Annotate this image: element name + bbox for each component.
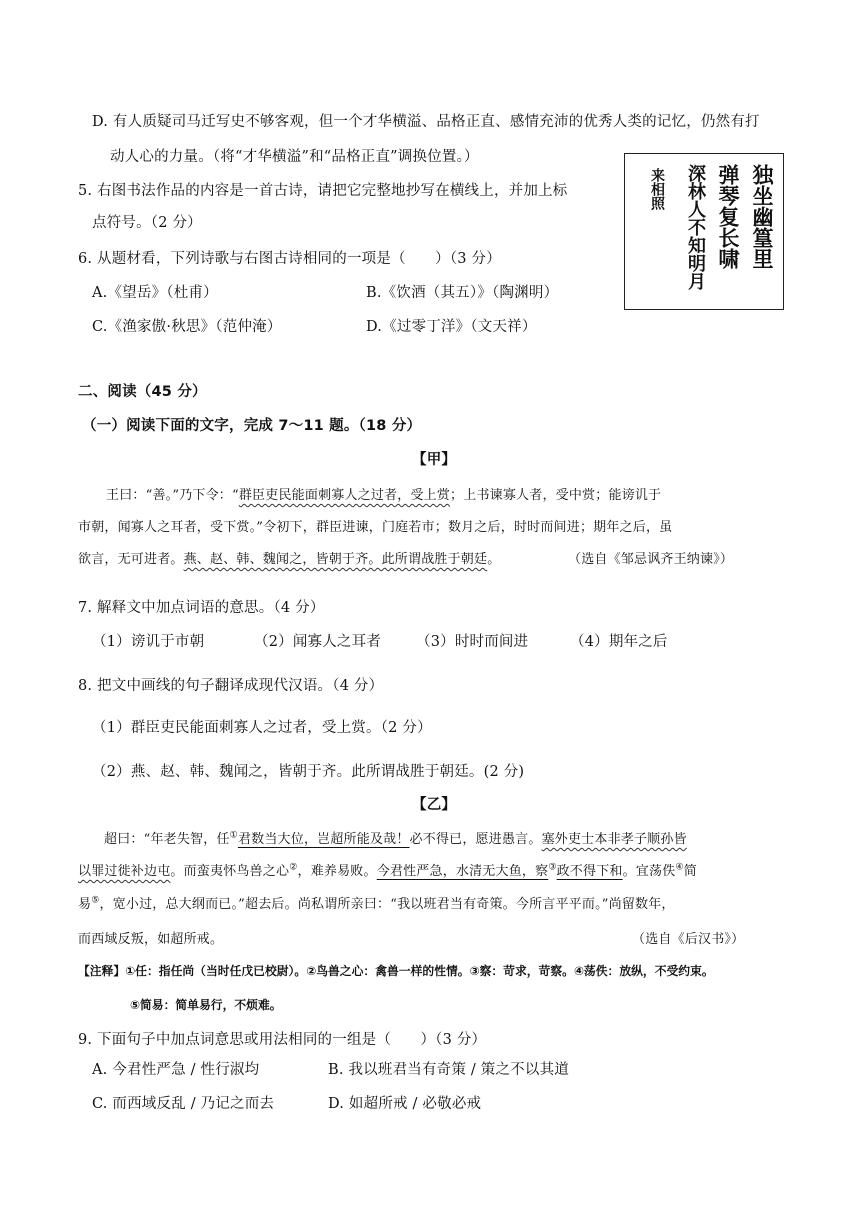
jia-underlined-sentence-2: 燕、赵、韩、魏闻之，皆朝于齐。此所谓战胜于朝廷: [183, 552, 488, 567]
q4-option-d-line2: 动人心的力量。（将“才华横溢”和“品格正直”调换位置。）: [110, 149, 479, 165]
yi-line3-text-a: 易: [78, 897, 92, 912]
passage-jia-title: 【甲】: [412, 452, 457, 468]
q6-option-c: C.《渔家傲·秋思》（范仲淹）: [92, 319, 282, 335]
jia-source: （选自《邹忌讽齐王纳谏》）: [568, 552, 734, 567]
q5-stem-line1: 5. 右图书法作品的内容是一首古诗，请把它完整地抄写在横线上，并加上标: [78, 183, 568, 199]
yi-line1-text-a: 超曰：“年老失智，任: [104, 832, 230, 847]
q7-item-2: （2）闻寡人之耳者: [254, 634, 382, 650]
q7-item-3: （3）时时而间进: [416, 634, 529, 650]
q6-option-a: A.《望岳》（杜甫）: [92, 285, 218, 301]
yi-source: （选自《后汉书》）: [632, 932, 745, 947]
yi-underlined-sentence-2-end: 以罪过徙补边屯: [78, 864, 171, 879]
yi-underlined-sentence-1: 君数当大位，岂超所能及哉！: [237, 832, 410, 847]
yi-underlined-sentence-3: 今君性严急，水清无大鱼，察: [376, 864, 549, 879]
q6-option-d: D.《过零丁洋》（文天祥）: [366, 319, 537, 335]
yi-line2: [78, 860, 697, 879]
passage-yi-title: 【乙】: [412, 797, 457, 813]
yi-line2-text-f: 。宜荡佚: [622, 864, 676, 879]
q9-stem: 9. 下面句子中加点词意思或用法相同的一组是（ ）（3 分）: [78, 1032, 487, 1048]
yi-line4: 而西域反叛，如超所戒。: [78, 932, 224, 947]
yi-line1: [104, 828, 687, 847]
yi-line1-text-c: 必不得已，愿进愚言。: [409, 832, 542, 847]
yi-line2-text-c: ，难养易败。: [297, 864, 377, 879]
note-marker-4: ④: [675, 862, 684, 873]
jia-line3-text-c: 。: [487, 552, 501, 567]
yi-underlined-sentence-3-end: 政不得下和: [556, 864, 623, 879]
jia-underlined-sentence-1: 群臣吏民能面刺寡人之过者，受上赏: [238, 488, 451, 503]
calligraphy-column-2: 弹琴复长啸: [716, 164, 741, 269]
note-marker-5: ⑤: [91, 895, 100, 906]
jia-line1-text-c: ；上书谏寡人者，受中赏；能谤讥于: [450, 488, 662, 503]
note-marker-1: ①: [229, 830, 238, 841]
note-marker-2: ②: [289, 862, 298, 873]
q9-option-c: C. 而西域反乱 / 乃记之而去: [92, 1096, 275, 1112]
jia-line1: [106, 484, 661, 503]
q6-option-b: B.《饮酒（其五）》（陶渊明）: [366, 285, 559, 301]
notes-line1: 【注释】①任：指任尚（当时任戊已校尉）。②鸟兽之心：禽兽一样的性情。③察：苛求，苛察。④荡佚：放纵，不受约束。: [78, 964, 714, 978]
calligraphy-column-4: 来相照: [649, 168, 665, 210]
notes-line2: ⑤简易：简单易行，不烦难。: [130, 998, 282, 1012]
q7-item-4: （4）期年之后: [570, 634, 668, 650]
q7-item-1: （1）谤讥于市朝: [92, 634, 205, 650]
jia-line2: 市朝，闻寡人之耳者，受下赏。”令初下，群臣进谏，门庭若市；数月之后，时时而间进；期年之后，虽: [78, 520, 673, 535]
section-heading: 二、阅读（45 分）: [78, 384, 207, 400]
q8-stem: 8. 把文中画线的句子翻译成现代汉语。（4 分）: [78, 678, 384, 694]
yi-line2-text-b: 。而蛮夷怀鸟兽之心: [170, 864, 290, 879]
jia-line3-text-a: 欲言，无可进者。: [78, 552, 184, 567]
q9-option-a: A. 今君性严急 / 性行淑均: [92, 1062, 260, 1078]
note-marker-3: ③: [548, 862, 557, 873]
q8-item-1: （1）群臣吏民能面刺寡人之过者，受上赏。（2 分）: [92, 720, 432, 736]
q6-stem: 6. 从题材看，下列诗歌与右图古诗相同的一项是（ ）（3 分）: [78, 251, 501, 267]
q8-item-2: （2）燕、赵、韩、魏闻之，皆朝于齐。此所谓战胜于朝廷。(2 分): [92, 764, 525, 780]
q5-stem-line2: 点符号。（2 分）: [92, 215, 202, 231]
calligraphy-column-1: 独坐幽篁里: [750, 164, 775, 269]
calligraphy-artwork: [624, 153, 784, 310]
yi-line3-text-b: ，宽小过，总大纲而已。”超去后。尚私谓所亲曰：“我以班君当有奇策。今所言平平而。”尚留数年，: [99, 897, 675, 912]
yi-underlined-sentence-2-start: 塞外吏士本非孝子顺孙皆: [541, 832, 687, 847]
yi-line2-text-g: 简: [683, 864, 697, 879]
q9-option-d: D. 如超所戒 / 必敬必戒: [328, 1096, 482, 1112]
jia-line3: [78, 548, 500, 567]
q9-option-b: B. 我以班君当有奇策 / 策之不以其道: [328, 1062, 569, 1078]
yi-line3: [78, 893, 675, 912]
subsection-heading: （一）阅读下面的文字，完成 7～11 题。（18 分）: [82, 418, 422, 434]
jia-line1-text-a: 王曰：“善。”乃下令：“: [106, 488, 239, 503]
q7-stem: 7. 解释文中加点词语的意思。（4 分）: [78, 600, 325, 616]
q4-option-d-line1: D. 有人质疑司马迁写史不够客观，但一个才华横溢、品格正直、感情充沛的优秀人类的记忆，仍然有打: [92, 114, 760, 130]
calligraphy-column-3: 深林人不知明月: [685, 164, 706, 290]
